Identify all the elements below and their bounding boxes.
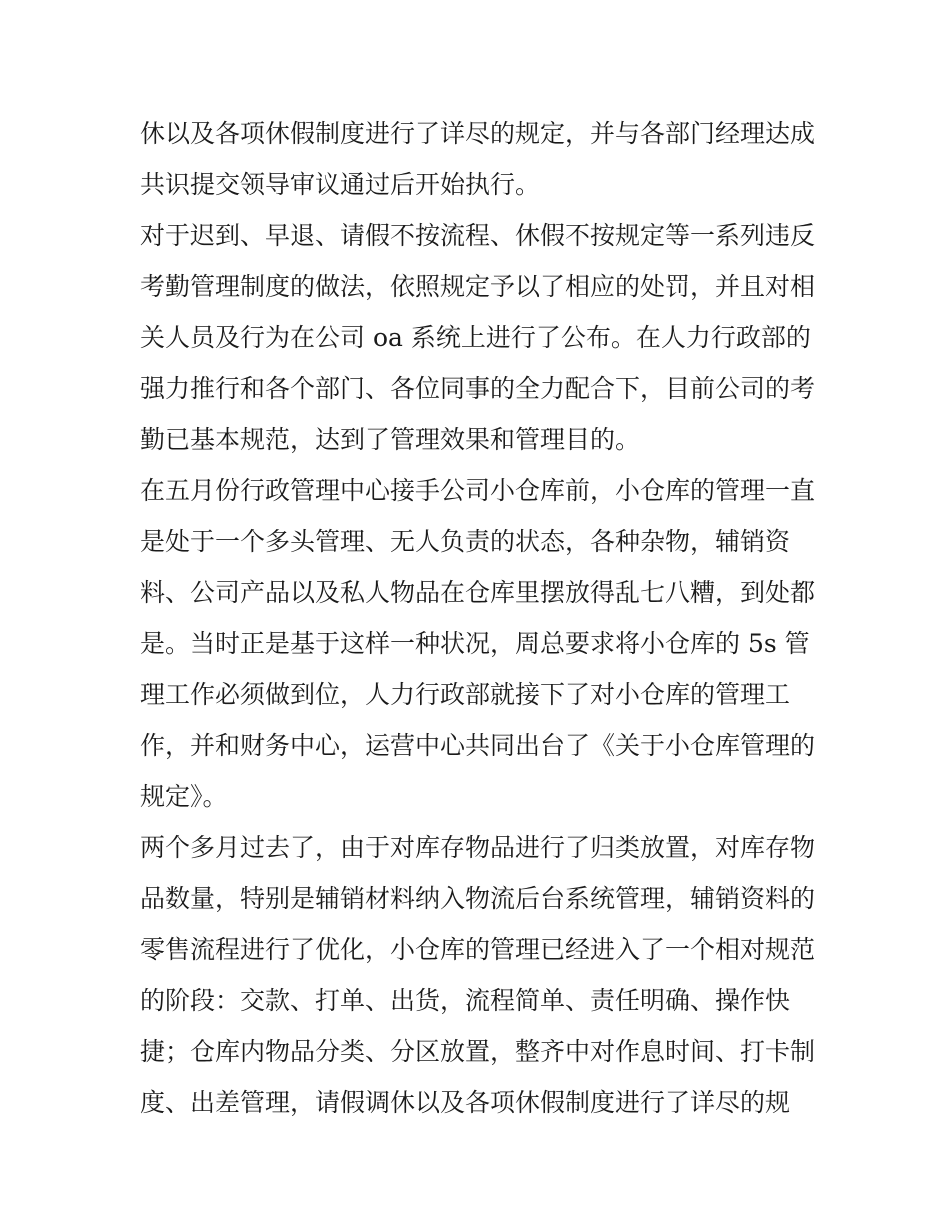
text-line: 规定》。 <box>140 782 228 811</box>
text-line: 关人员及行为在公司 oa 系统上进行了公布。在人力行政部的 <box>140 323 811 352</box>
text-line: 休以及各项休假制度进行了详尽的规定，并与各部门经理达成 <box>140 119 816 148</box>
text-line: 零售流程进行了优化，小仓库的管理已经进入了一个相对规范 <box>140 935 816 964</box>
body-text <box>140 108 820 1128</box>
text-line: 在五月份行政管理中心接手公司小仓库前，小仓库的管理一直 <box>140 476 816 505</box>
text-line: 勤已基本规范，达到了管理效果和管理目的。 <box>140 425 641 454</box>
text-line: 是。当时正是基于这样一种状况，周总要求将小仓库的 5s 管 <box>140 629 810 658</box>
text-line: 捷；仓库内物品分类、分区放置，整齐中对作息时间、打卡制 <box>140 1037 816 1066</box>
text-line: 作，并和财务中心，运营中心共同出台了《关于小仓库管理的 <box>140 731 816 760</box>
text-line: 料、公司产品以及私人物品在仓库里摆放得乱七八糟，到处都 <box>140 578 816 607</box>
text-line: 强力推行和各个部门、各位同事的全力配合下，目前公司的考 <box>140 374 816 403</box>
text-line: 对于迟到、早退、请假不按流程、休假不按规定等一系列违反 <box>140 221 816 250</box>
text-line: 度、出差管理，请假调休以及各项休假制度进行了详尽的规 <box>140 1088 791 1117</box>
text-line: 的阶段：交款、打单、出货，流程简单、责任明确、操作快 <box>140 986 791 1015</box>
text-line: 理工作必须做到位，人力行政部就接下了对小仓库的管理工 <box>140 680 791 709</box>
text-line: 考勤管理制度的做法，依照规定予以了相应的处罚，并且对相 <box>140 272 816 301</box>
text-line: 共识提交领导审议通过后开始执行。 <box>140 170 541 199</box>
text-line: 品数量，特别是辅销材料纳入物流后台系统管理，辅销资料的 <box>140 884 816 913</box>
text-line: 两个多月过去了，由于对库存物品进行了归类放置，对库存物 <box>140 833 816 862</box>
text-line: 是处于一个多头管理、无人负责的状态，各种杂物，辅销资 <box>140 527 791 556</box>
